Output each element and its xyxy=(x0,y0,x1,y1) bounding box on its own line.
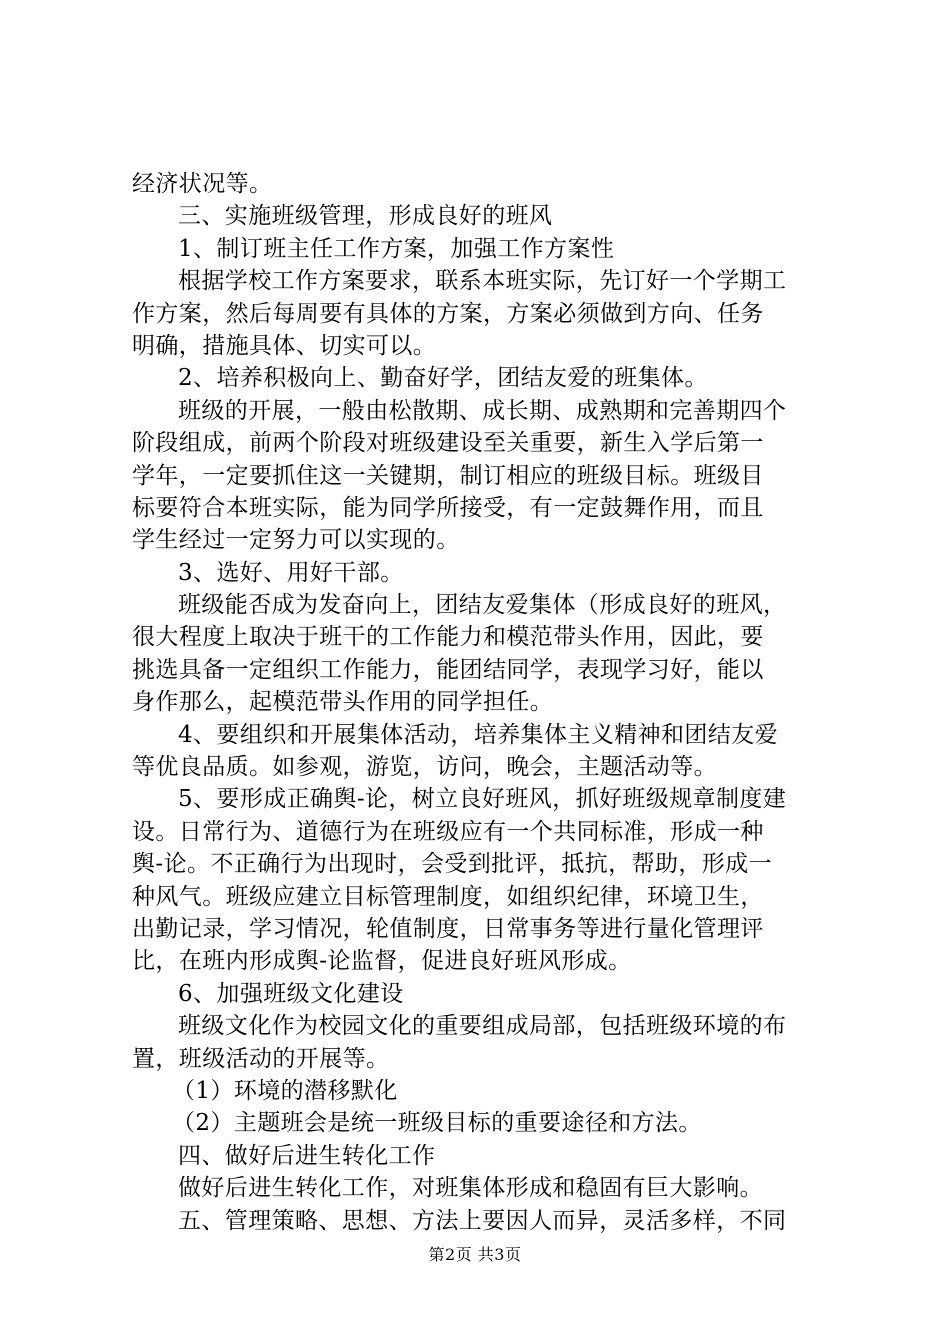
text-line: 4、要组织和开展集体活动，培养集体主义精神和团结友爱 xyxy=(178,721,779,748)
text-line: （1）环境的潜移默化 xyxy=(172,1077,398,1104)
text-line: 设。日常行为、道德行为在班级应有一个共同标准，形成一种 xyxy=(132,818,764,845)
text-line: 班级文化作为校园文化的重要组成局部，包括班级环境的布 xyxy=(178,1013,787,1040)
text-line: 作方案，然后每周要有具体的方案，方案必须做到方向、任务 xyxy=(132,300,764,327)
text-line: 标要符合本班实际，能为同学所接受，有一定鼓舞作用，而且 xyxy=(132,494,764,521)
page-footer: 第2页 共3页 xyxy=(428,1245,522,1264)
text-line: 很大程度上取决于班干的工作能力和模范带头作用，因此，要 xyxy=(132,624,764,651)
text-line: 明确，措施具体、切实可以。 xyxy=(132,332,437,359)
text-line: 2、培养积极向上、勤奋好学，团结友爱的班集体。 xyxy=(178,365,708,392)
text-line: 置，班级活动的开展等。 xyxy=(132,1045,390,1072)
text-line: 五、管理策略、思想、方法上要因人而异，灵活多样，不同 xyxy=(178,1207,787,1234)
text-line: 三、实施班级管理，形成良好的班风 xyxy=(178,203,553,230)
text-line: 等优良品质。如参观，游览，访问，晚会，主题活动等。 xyxy=(132,754,717,781)
text-line: 5、要形成正确舆-论，树立良好班风，抓好班级规章制度建 xyxy=(178,786,787,813)
text-line: 出勤记录，学习情况，轮值制度，日常事务等进行量化管理评 xyxy=(132,915,764,942)
text-line: 比，在班内形成舆-论监督，促进良好班风形成。 xyxy=(132,948,632,975)
text-line: 经济状况等。 xyxy=(132,171,273,197)
document-body xyxy=(132,168,832,1237)
text-line: 做好后进生转化工作，对班集体形成和稳固有巨大影响。 xyxy=(178,1175,763,1202)
text-line: 种风气。班级应建立目标管理制度，如组织纪律，环境卫生， xyxy=(132,883,764,910)
text-line: 3、选好、用好干部。 xyxy=(178,559,404,586)
text-line: 阶段组成，前两个阶段对班级建设至关重要，新生入学后第一 xyxy=(132,430,764,457)
text-line: 身作那么，起模范带头作用的同学担任。 xyxy=(132,689,554,716)
text-line: 6、加强班级文化建设 xyxy=(178,980,404,1007)
text-line: 学生经过一定努力可以实现的。 xyxy=(132,527,460,554)
text-line: （2）主题班会是统一班级目标的重要途径和方法。 xyxy=(172,1110,702,1137)
text-line: 班级的开展，一般由松散期、成长期、成熟期和完善期四个 xyxy=(178,397,787,424)
text-line: 学年，一定要抓住这一关键期，制订相应的班级目标。班级目 xyxy=(132,462,764,489)
text-line: 四、做好后进生转化工作 xyxy=(178,1142,436,1169)
text-line: 根据学校工作方案要求，联系本班实际，先订好一个学期工 xyxy=(178,268,787,295)
text-line: 1、制订班主任工作方案，加强工作方案性 xyxy=(178,235,615,262)
text-line: 班级能否成为发奋向上，团结友爱集体（形成良好的班风， xyxy=(178,592,787,619)
text-line: 舆-论。不正确行为出现时，会受到批评，抵抗，帮助，形成一 xyxy=(132,851,772,878)
text-line: 挑选具备一定组织工作能力，能团结同学，表现学习好，能以 xyxy=(132,656,764,683)
